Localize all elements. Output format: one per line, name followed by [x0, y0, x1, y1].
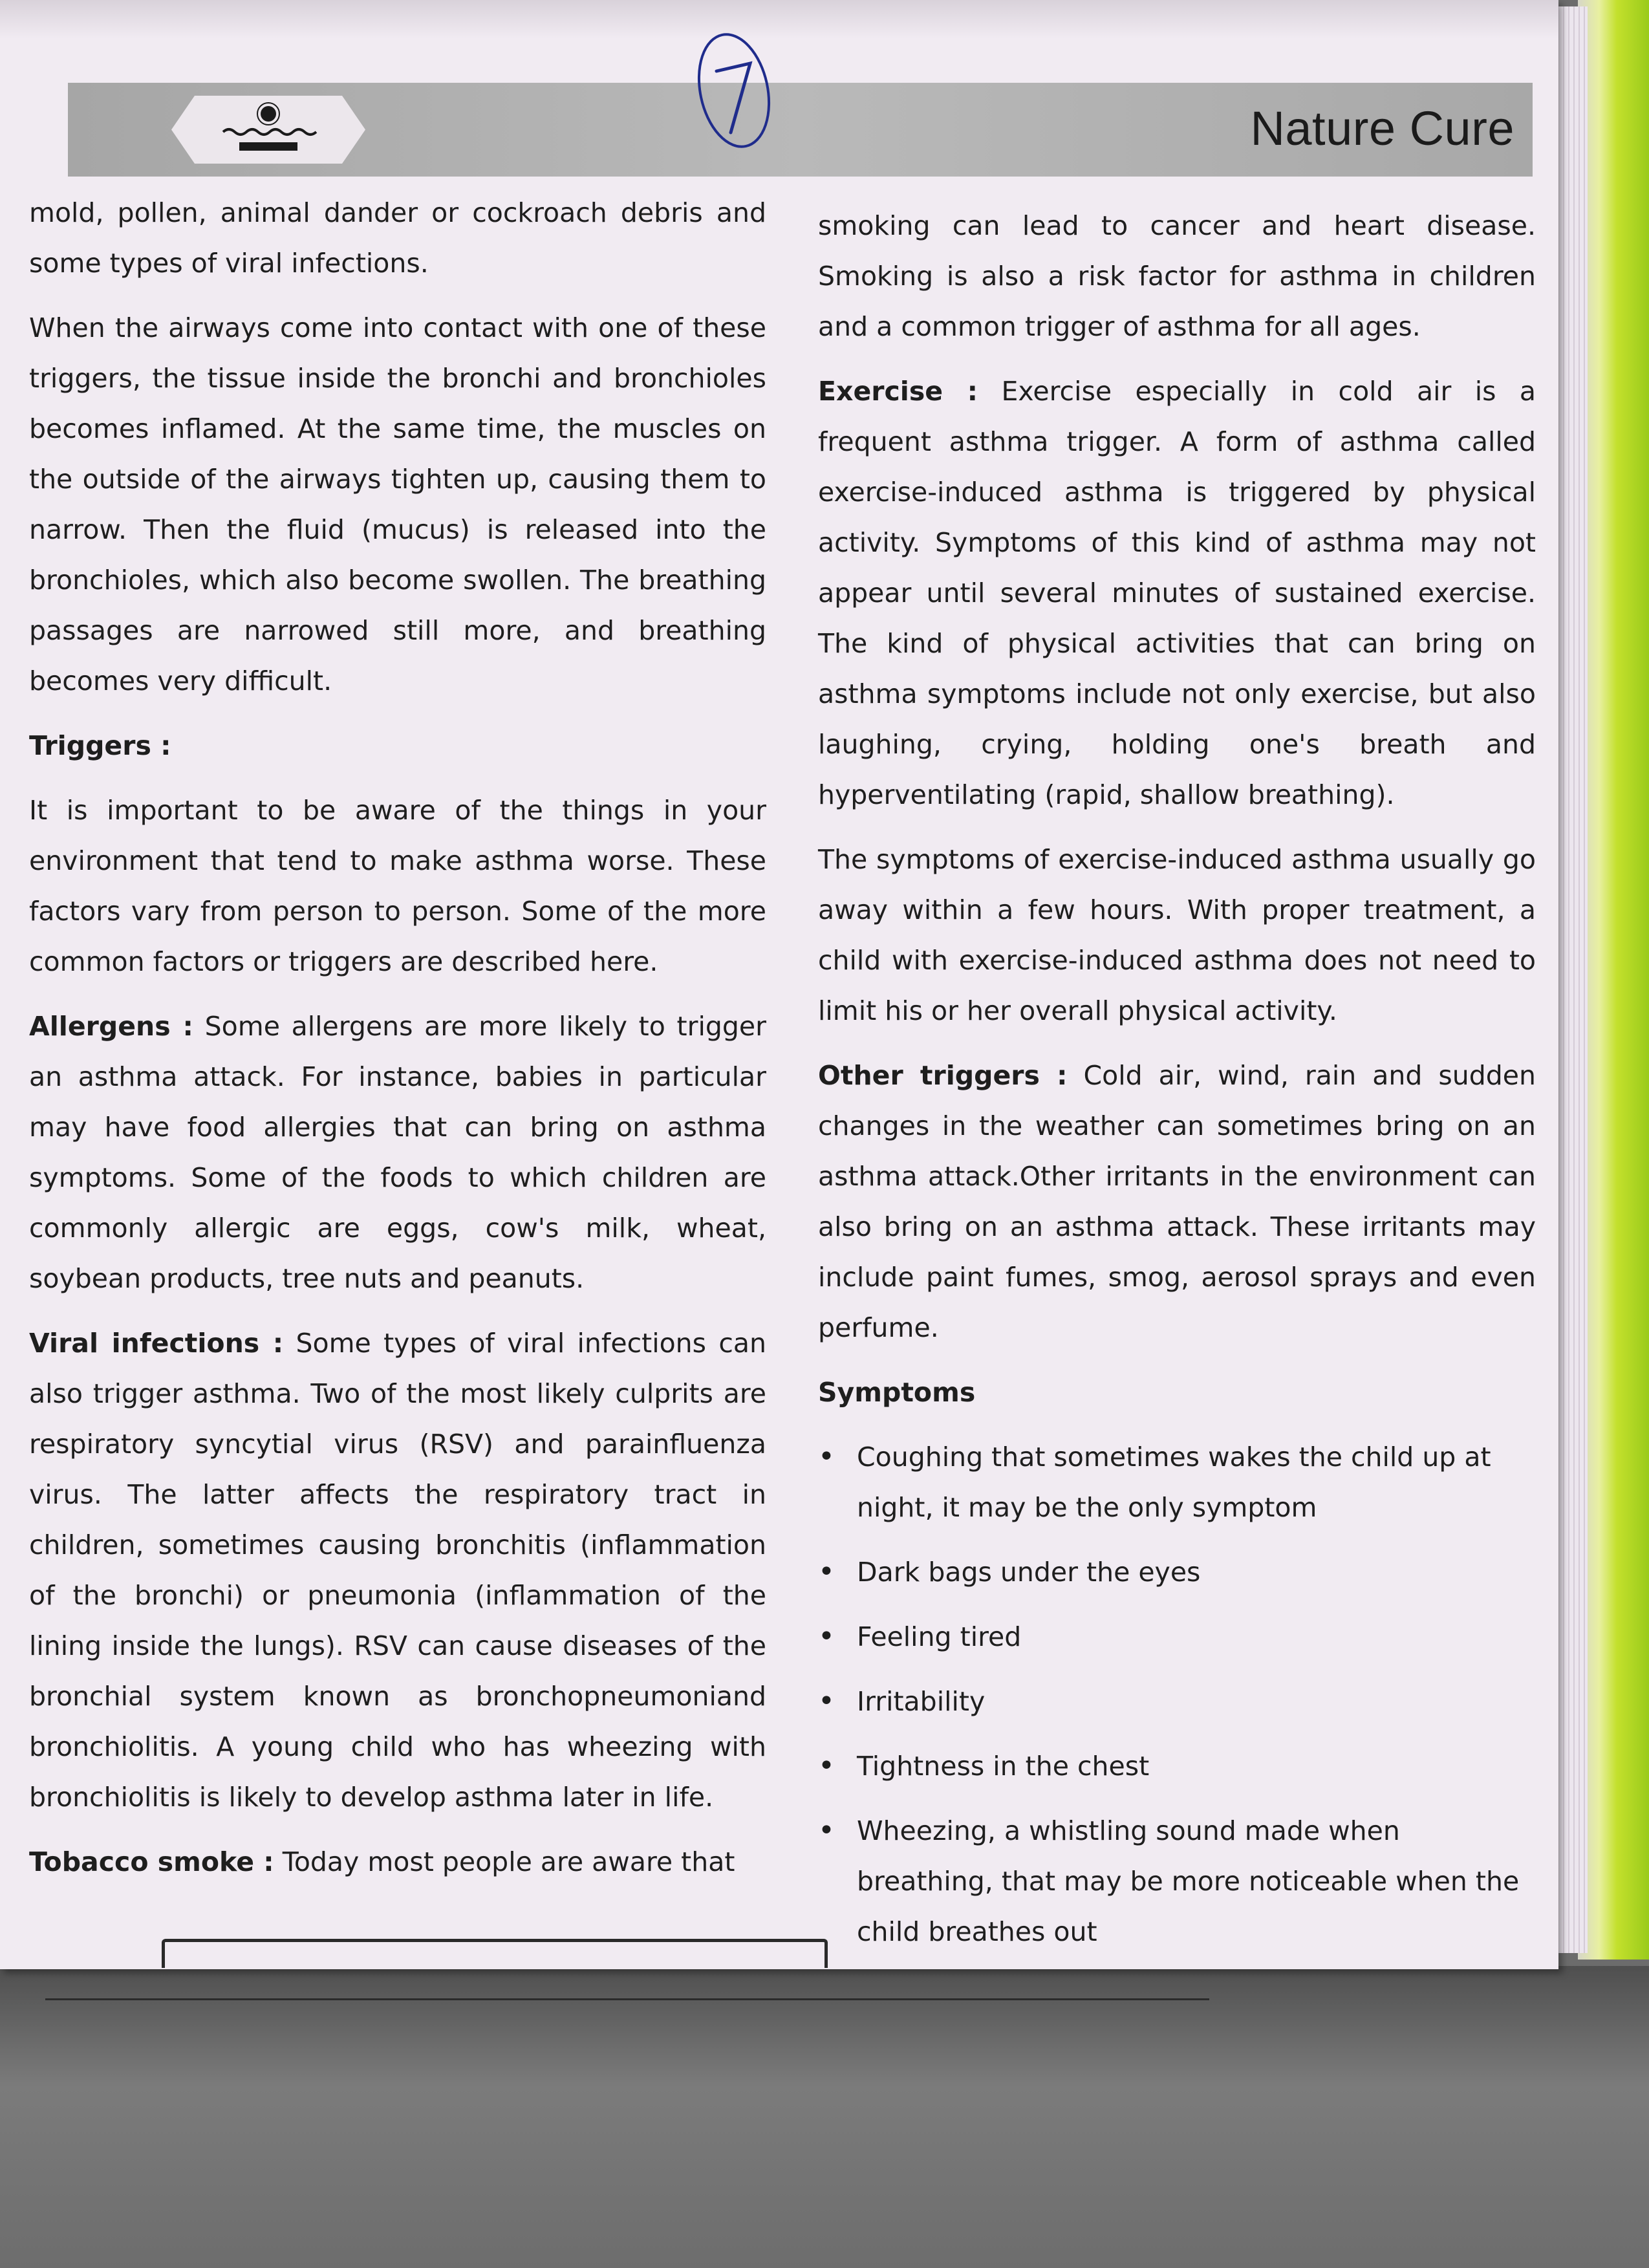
allergens-text: Some allergens are more likely to trigger an asthma attack. For instance, babies in particular may have food allergies that can bring on asthma symptoms. Some of the foods to which children are commonly allergic are eggs, cow's milk, wheat, soybean products, tree nuts and peanuts.	[29, 1011, 766, 1294]
tobacco-lead: Tobacco smoke :	[29, 1846, 274, 1877]
exercise-followup-paragraph: The symptoms of exercise-induced asthma usually go away within a few hours. With proper treatment, a child with exercise-induced asthma does not need to limit his or her overall physical activity.	[818, 844, 1536, 1026]
paragraph	[29, 303, 766, 706]
symptoms-list	[818, 1432, 1536, 1957]
paragraph-text: mold, pollen, animal dander or cockroach debris and some types of viral infections.	[29, 197, 766, 279]
paragraph-text: When the airways come into contact with one of these triggers, the tissue inside the bronchi and bronchioles becomes inflamed. At the same time, the muscles on the outside of the airways tighten up, causing them to narrow. Then the fluid (mucus) is released into the bronchioles, which also become swollen. The breathing passages are narrowed still more, and breathing becomes very difficult.	[29, 312, 766, 697]
brand-title: Nature Cure	[1250, 102, 1514, 155]
exercise-paragraph	[818, 366, 1536, 820]
right-column	[818, 200, 1536, 1971]
list-item: • Coughing that sometimes wakes the child up at night, it may be the only symptom	[818, 1432, 1536, 1533]
symptoms-heading: Symptoms	[818, 1377, 976, 1408]
tobacco-text: Today most people are aware that	[274, 1846, 735, 1877]
list-item: • Irritability	[818, 1676, 1536, 1727]
viral-text: Some types of viral infections can also trigger asthma. Two of the most likely culprits are respiratory syncytial virus (RSV) and parainfluenza virus. The latter affects the respiratory tract in children, sometimes causing bronchitis (inflammation of the bronchi) or pneumonia (inflammation of the lining inside the lungs). RSV can cause diseases of the bronchial system known as bronchopneumoniand bronchiolitis. A young child who has wheezing with bronchiolitis is likely to develop asthma later in life.	[29, 1328, 766, 1813]
footer-tab-border	[162, 1939, 828, 1968]
list-item: • Tightness in the chest	[818, 1741, 1536, 1791]
viral-lead: Viral infections :	[29, 1328, 284, 1359]
list-item: • Dark bags under the eyes	[818, 1547, 1536, 1597]
smoking-paragraph: smoking can lead to cancer and heart disease. Smoking is also a risk factor for asthma in children and a common trigger of asthma for all ages.	[818, 210, 1536, 342]
handwritten-page-number	[685, 26, 782, 158]
page-number-text: 7	[685, 26, 686, 27]
scanner-background	[0, 1966, 1649, 2268]
footer-line	[45, 1998, 1209, 2000]
other-triggers-text: Cold air, wind, rain and sudden changes in the weather can sometimes bring on an asthma attack.Other irritants in the environment can also bring on an asthma attack. These irritants may include paint fumes, smog, aerosol sprays and even perfume.	[818, 1060, 1536, 1343]
exercise-lead: Exercise :	[818, 376, 978, 407]
triggers-heading: Triggers :	[29, 730, 171, 761]
other-triggers-lead: Other triggers :	[818, 1060, 1068, 1091]
viral-paragraph	[29, 1318, 766, 1822]
paragraph	[29, 188, 766, 288]
exercise-text: Exercise especially in cold air is a frequent asthma trigger. A form of asthma called exercise-induced asthma is triggered by physical activity. Symptoms of this kind of asthma may not appear until several minutes of sustained exercise. The kind of physical activities that can bring on asthma symptoms include not only exercise, but also laughing, crying, holding one's breath and hyperventilating (rapid, shallow breathing).	[818, 376, 1536, 810]
magazine-logo	[171, 96, 365, 164]
tobacco-paragraph	[29, 1837, 766, 1887]
allergens-paragraph	[29, 1001, 766, 1304]
page-header-band	[68, 83, 1533, 177]
left-column	[29, 188, 766, 1901]
sun-and-waves-icon	[171, 96, 365, 164]
green-cover-edge	[1578, 0, 1649, 1960]
triggers-intro: It is important to be aware of the things in your environment that tend to make asthma worse. These factors vary from person to person. Some of the more common factors or triggers are described here.	[29, 795, 766, 977]
list-item: • Wheezing, a whistling sound made when breathing, that may be more noticeable when the child breathes out	[818, 1806, 1536, 1957]
other-triggers-paragraph	[818, 1050, 1536, 1353]
allergens-lead: Allergens :	[29, 1011, 193, 1042]
list-item: • Feeling tired	[818, 1612, 1536, 1662]
